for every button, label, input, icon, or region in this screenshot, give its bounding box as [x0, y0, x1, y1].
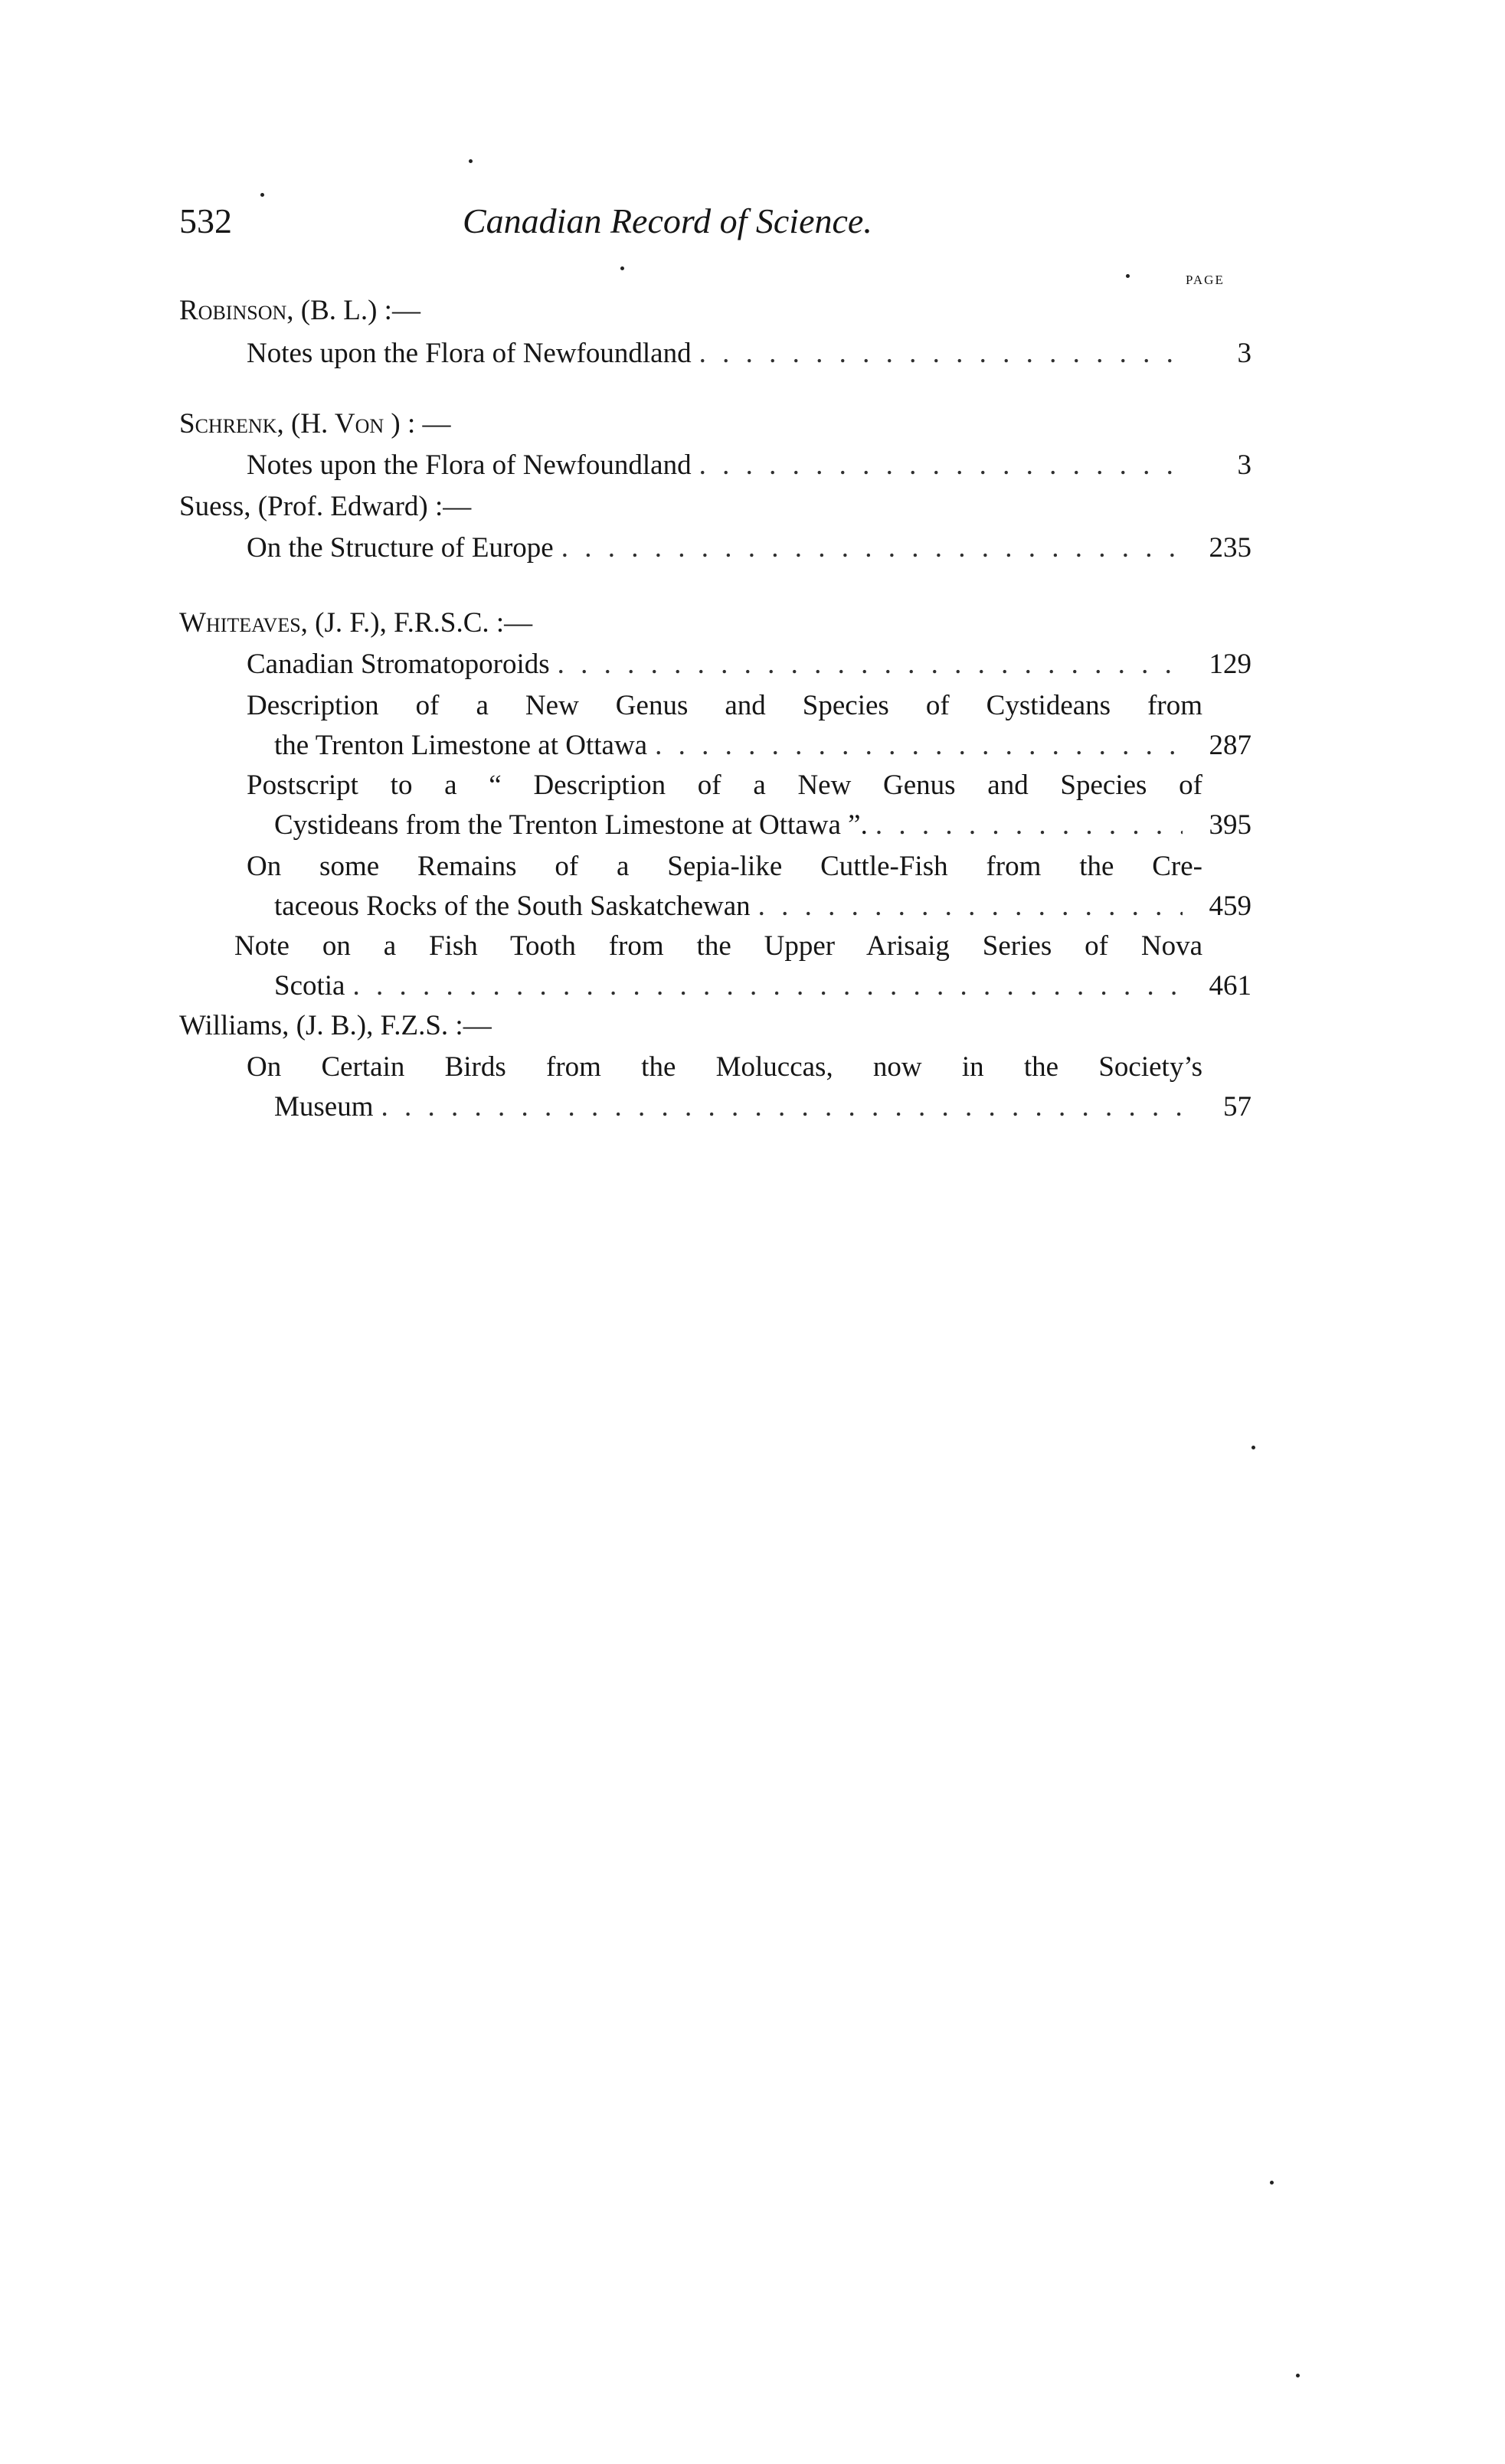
index-entry	[247, 337, 1251, 370]
author-heading-williams: Williams, (J. B.), F.Z.S. :—	[179, 1010, 492, 1041]
scan-speck	[260, 193, 264, 197]
index-entry	[274, 969, 1251, 1002]
entry-title: Museum	[274, 1091, 374, 1123]
entry-title: On the Structure of Europe	[247, 532, 554, 564]
entry-page: 235	[1209, 532, 1251, 564]
dot-leader	[655, 729, 1183, 762]
entry-title: the Trenton Limestone at Ottawa	[274, 730, 648, 761]
index-entry	[274, 1090, 1251, 1123]
scan-speck	[469, 159, 473, 163]
scan-speck	[1126, 274, 1130, 278]
dot-leader	[381, 1090, 1183, 1123]
entry-page: 395	[1209, 809, 1251, 841]
entry-page: 57	[1223, 1091, 1251, 1123]
index-entry	[247, 648, 1251, 681]
dot-leader	[558, 648, 1183, 681]
scan-speck	[1270, 2181, 1274, 2185]
page-column-label: PAGE	[1186, 273, 1225, 287]
scan-speck	[1296, 2374, 1300, 2377]
dot-leader	[561, 531, 1183, 564]
page-header	[179, 201, 1251, 254]
dot-leader	[699, 449, 1183, 482]
entry-page: 129	[1209, 649, 1251, 680]
entry-title: Notes upon the Flora of Newfoundland	[247, 338, 692, 369]
entry-title: taceous Rocks of the South Saskatchewan	[274, 891, 751, 922]
index-entry	[274, 729, 1251, 762]
index-entry	[247, 531, 1251, 564]
entry-page: 3	[1237, 338, 1251, 369]
running-title: Canadian Record of Science.	[463, 201, 872, 240]
scan-speck	[1251, 1446, 1255, 1449]
index-entry	[274, 809, 1251, 841]
dot-leader	[875, 809, 1183, 841]
entry-page: 287	[1209, 730, 1251, 761]
dot-leader	[699, 337, 1183, 370]
page-number: 532	[179, 201, 232, 240]
author-heading-robinson: Robinson, (B. L.) :—	[179, 295, 420, 326]
entry-title-line: On Certain Birds from the Moluccas, now in the Society’s	[247, 1051, 1202, 1083]
entry-title: Cystideans from the Trenton Limestone at Ottawa ”.	[274, 809, 868, 841]
entry-title: Canadian Stromatoporoids	[247, 649, 550, 680]
entry-page: 3	[1237, 449, 1251, 481]
entry-title: Notes upon the Flora of Newfoundland	[247, 449, 692, 481]
index-entry	[274, 890, 1251, 923]
dot-leader	[758, 890, 1183, 923]
author-heading-whiteaves: Whiteaves, (J. F.), F.R.S.C. :—	[179, 607, 533, 639]
author-heading-suess: Suess, (Prof. Edward) :—	[179, 491, 472, 522]
entry-title-line: On some Remains of a Sepia-like Cuttle-Fish from the Cre-	[247, 851, 1202, 882]
entry-page: 461	[1209, 970, 1251, 1002]
entry-page: 459	[1209, 891, 1251, 922]
entry-title-line: Note on a Fish Tooth from the Upper Arisaig Series of Nova	[234, 930, 1202, 962]
entry-title-line: Description of a New Genus and Species of Cystideans from	[247, 690, 1202, 721]
dot-leader	[352, 969, 1183, 1002]
entry-title-line: Postscript to a “ Description of a New Genus and Species of	[247, 770, 1202, 801]
author-heading-schrenk: Schrenk, (H. Von ) : —	[179, 408, 451, 440]
index-entry	[247, 449, 1251, 482]
entry-title: Scotia	[274, 970, 345, 1002]
scan-speck	[620, 266, 624, 270]
